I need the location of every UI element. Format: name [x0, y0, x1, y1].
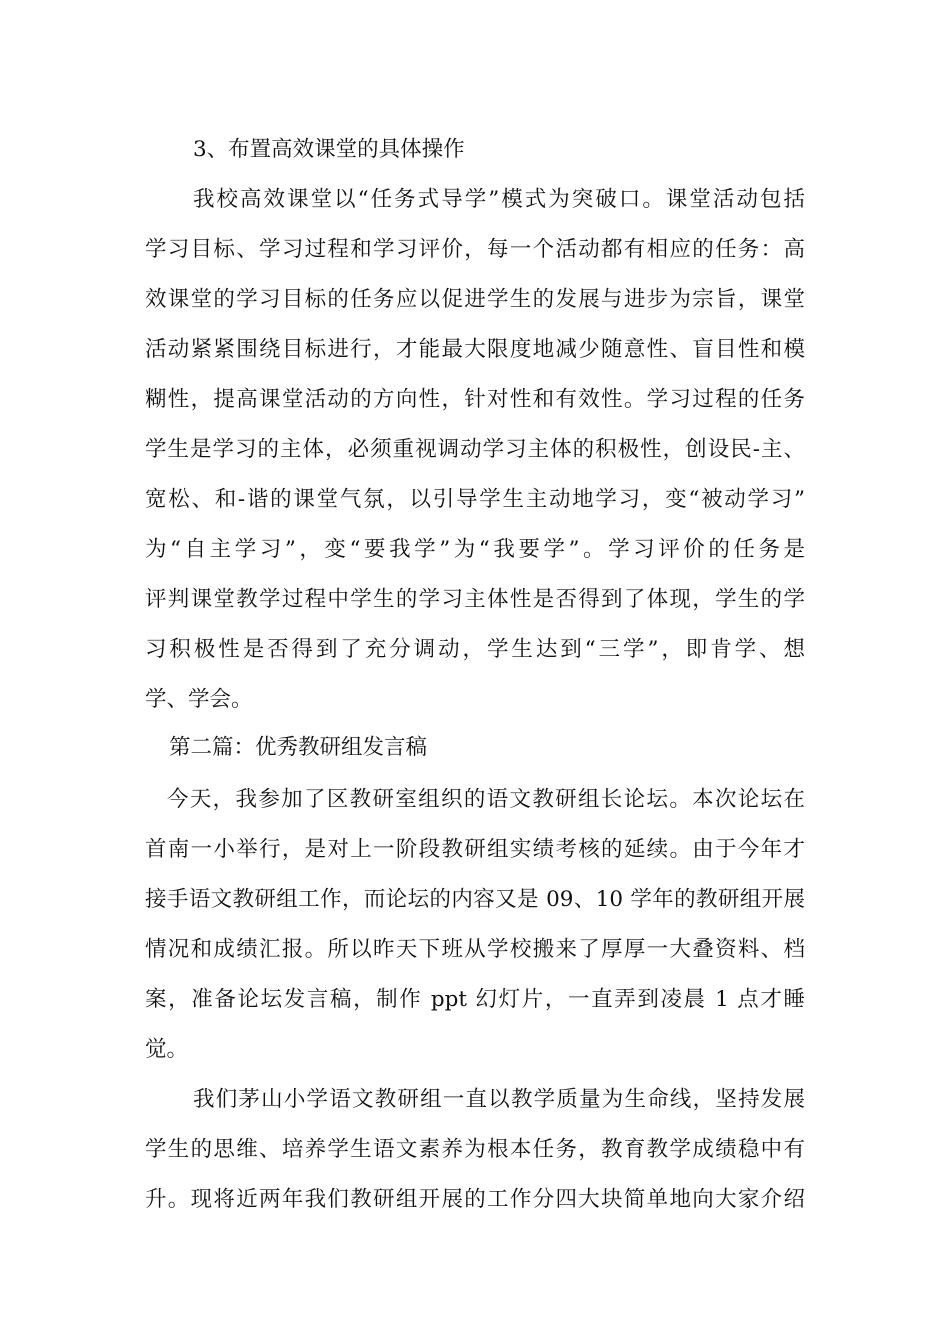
paragraph-line: 情况和成绩汇报。所以昨天下班从学校搬来了厚厚一大叠资料、档 — [145, 937, 805, 962]
paragraph-line: 宽松、和-谐的课堂气氛，以引导学生主动地学习，变“被动学习” — [145, 487, 805, 512]
paragraph-line: 为“自主学习”，变“要我学”为“我要学”。学习评价的任务是 — [145, 537, 805, 562]
paragraph-line: 接手语文教研组工作，而论坛的内容又是 09、10 学年的教研组开展 — [145, 887, 805, 912]
paragraph-line: 我们茅山小学语文教研组一直以教学质量为生命线，坚持发展 — [193, 1087, 805, 1112]
paragraph-line: 学生是学习的主体，必须重视调动学习主体的积极性，创设民-主、 — [145, 437, 805, 462]
paragraph-line: 学生的思维、培养学生语文素养为根本任务，教育教学成绩稳中有 — [145, 1137, 805, 1162]
paragraph-line: 评判课堂教学过程中学生的学习主体性是否得到了体现，学生的学 — [145, 587, 805, 612]
paragraph-line: 糊性，提高课堂活动的方向性，针对性和有效性。学习过程的任务 — [145, 387, 805, 412]
section-heading: 3、布置高效课堂的具体操作 — [193, 137, 465, 162]
paragraph-line: 案，准备论坛发言稿，制作 ppt 幻灯片，一直弄到凌晨 1 点才睡 — [145, 987, 805, 1012]
paragraph-line: 活动紧紧围绕目标进行，才能最大限度地减少随意性、盲目性和模 — [145, 337, 805, 362]
paragraph-line: 今天，我参加了区教研室组织的语文教研组长论坛。本次论坛在 — [167, 787, 805, 812]
paragraph-line: 习积极性是否得到了充分调动，学生达到“三学”，即肯学、想 — [145, 637, 805, 662]
chapter-heading: 第二篇：优秀教研组发言稿 — [169, 735, 428, 760]
paragraph-line: 升。现将近两年我们教研组开展的工作分四大块简单地向大家介绍 — [145, 1187, 805, 1212]
paragraph-line: 我校高效课堂以“任务式导学”模式为突破口。课堂活动包括 — [193, 187, 805, 212]
paragraph-line: 效课堂的学习目标的任务应以促进学生的发展与进步为宗旨，课堂 — [145, 287, 805, 312]
paragraph-line: 学习目标、学习过程和学习评价，每一个活动都有相应的任务：高 — [145, 237, 805, 262]
paragraph-line: 学、学会。 — [145, 687, 253, 712]
paragraph-line: 觉。 — [145, 1037, 189, 1062]
paragraph-line: 首南一小举行，是对上一阶段教研组实绩考核的延续。由于今年才 — [145, 837, 805, 862]
